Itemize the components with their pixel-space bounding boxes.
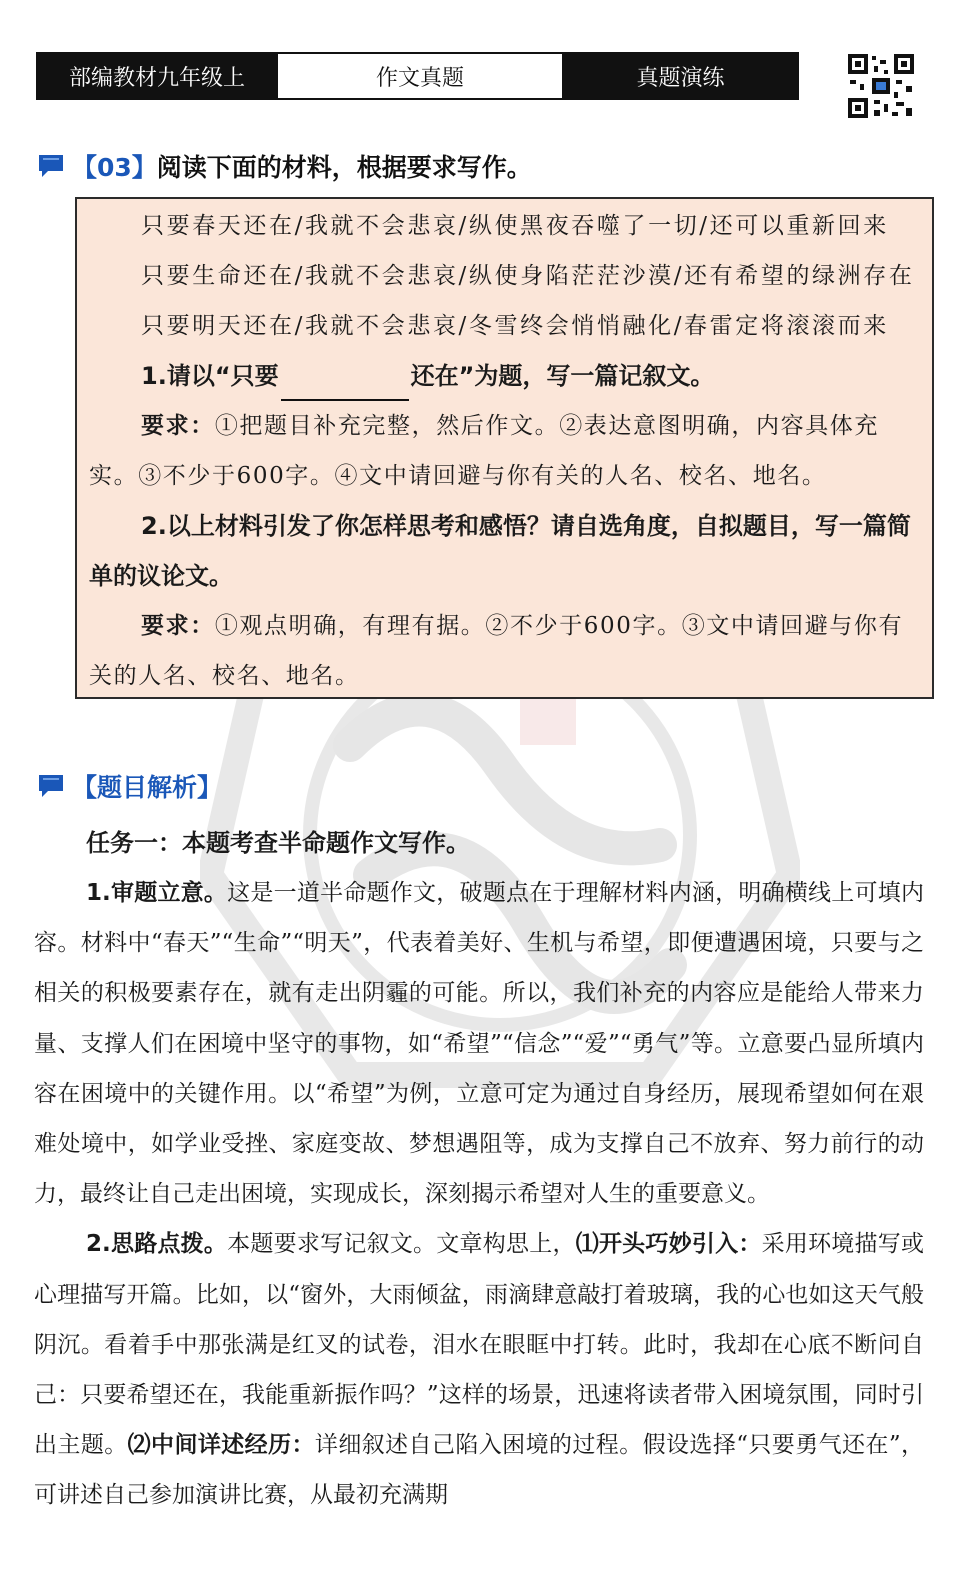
poem-line: 只要春天还在/我就不会悲哀/纵使黑夜吞噬了一切/还可以重新回来 xyxy=(141,213,889,239)
poem-line: 只要生命还在/我就不会悲哀/纵使身陷茫茫沙漠/还有希望的绿洲存在 xyxy=(141,263,915,289)
speech-bubble-icon xyxy=(36,773,66,799)
question-title: 阅读下面的材料，根据要求写作。 xyxy=(156,153,532,182)
analysis-task-line: 任务一：本题考查半命题作文写作。 xyxy=(86,829,470,857)
question-number: 【03】 xyxy=(72,153,157,182)
qr-code-icon xyxy=(846,52,916,120)
analysis-heading xyxy=(36,768,222,804)
analysis-body xyxy=(34,818,924,1521)
question-heading xyxy=(36,148,532,184)
speech-bubble-icon xyxy=(36,153,66,179)
header-section: 真题演练 xyxy=(564,54,797,98)
page-header xyxy=(36,52,799,100)
analysis-paragraph-2: 2.思路点拨。本题要求写记叙文。文章构思上，⑴开头巧妙引入：采用环境描写或心理描写开篇。比如，以“窗外，大雨倾盆，雨滴肆意敲打着玻璃，我的心也如这天气般阴沉。看着手中那张满是红叉的试卷，泪水在眼眶中打转。此时，我却在心底不断问自己：只要希望还在，我能重新振作吗？”这样的场景，迅速将读者带入困境氛围，同时引出主题。⑵中间详述经历：详细叙述自己陷入困境的过程。假设选择“只要勇气还在”，可讲述自己参加演讲比赛，从最初充满期 xyxy=(34,1231,925,1509)
poem-line: 只要明天还在/我就不会悲哀/冬雪终会悄悄融化/春雷定将滚滚而来 xyxy=(141,313,889,339)
requirement-one: 要求：①把题目补充完整，然后作文。②表达意图明确，内容具体充实。③不少于600字。④文中请回避与你有关的人名、校名、地名。 xyxy=(89,413,880,489)
analysis-title: 【题目解析】 xyxy=(72,773,223,802)
header-category: 作文真题 xyxy=(276,54,564,98)
task-two: 2.以上材料引发了你怎样思考和感悟？请自选角度，自拟题目，写一篇简单的议论文。 xyxy=(89,512,911,590)
analysis-paragraph-1: 1.审题立意。这是一道半命题作文，破题点在于理解材料内涵，明确横线上可填内容。材料中“春天”“生命”“明天”，代表着美好、生机与希望，即便遭遇困境，只要与之相关的积极要素存在，就有走出阴霾的可能。所以，我们补充的内容应是能给人带来力量、支撑人们在困境中坚守的事物，如“希望”“信念”“爱”“勇气”等。立意要凸显所填内容在困境中的关键作用。以“希望”为例，立意可定为通过自身经历，展现希望如何在艰难处境中，如学业受挫、家庭变故、梦想遇阻等，成为支撑自己不放弃、努力前行的动力，最终让自己走出困境，实现成长，深刻揭示希望对人生的重要意义。 xyxy=(34,880,924,1208)
header-grade: 部编教材九年级上 xyxy=(38,54,276,98)
title-blank xyxy=(281,373,409,401)
task-one: 1.请以“只要 还在”为题，写一篇记叙文。 xyxy=(89,351,920,401)
requirement-two: 要求：①观点明确，有理有据。②不少于600字。③文中请回避与你有关的人名、校名、地名。 xyxy=(89,613,904,689)
material-box xyxy=(75,197,934,699)
